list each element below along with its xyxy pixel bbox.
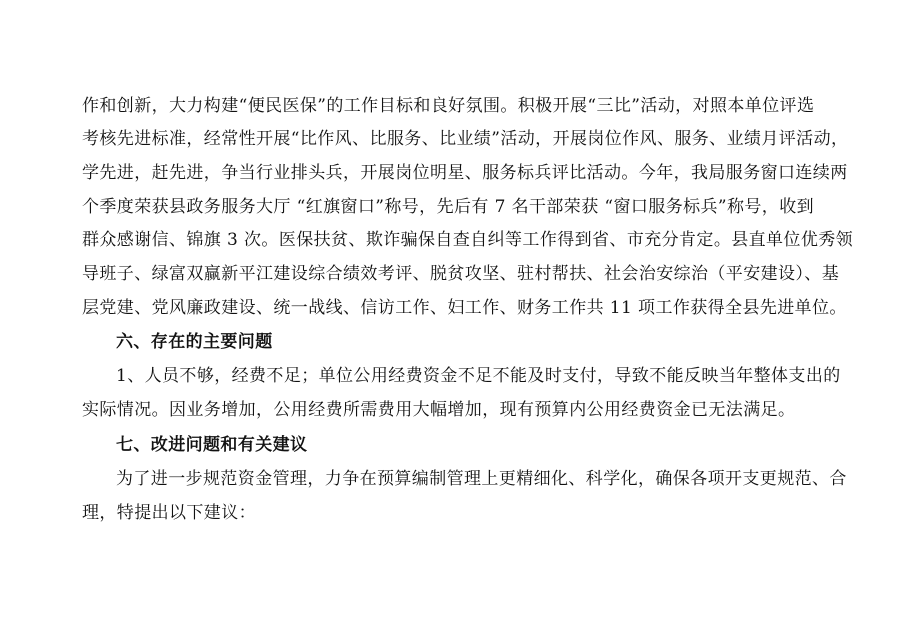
paragraph-line: 作和创新，大力构建“便民医保”的工作目标和良好氛围。积极开展“三比”活动，对照本单位评选 bbox=[82, 96, 815, 116]
section-heading: 六、存在的主要问题 bbox=[116, 332, 273, 352]
paragraph-line: 理，特提出以下建议： bbox=[82, 503, 256, 523]
paragraph-line: 为了进一步规范资金管理，力争在预算编制管理上更精细化、科学化，确保各项开支更规范、合 bbox=[116, 469, 847, 489]
paragraph-line: 实际情况。因业务增加，公用经费所需费用大幅增加，现有预算内公用经费资金已无法满足。 bbox=[82, 400, 796, 420]
paragraph-line: 考核先进标准，经常性开展“比作风、比服务、比业绩”活动，开展岗位作风、服务、业绩月评活动， bbox=[82, 129, 849, 149]
paragraph-line: 层党建、党风廉政建设、统一战线、信访工作、妇工作、财务工作共 11 项工作获得全县先进单位。 bbox=[82, 298, 847, 318]
paragraph-line: 群众感谢信、锦旗 3 次。医保扶贫、欺诈骗保自查自纠等工作得到省、市充分肯定。县直单位优秀领 bbox=[82, 230, 854, 250]
paragraph-line: 导班子、绿富双赢新平江建设综合绩效考评、脱贫攻坚、驻村帮扶、社会治安综治（平安建设）、基 bbox=[82, 264, 840, 284]
paragraph-line: 学先进，赶先进，争当行业排头兵，开展岗位明星、服务标兵评比活动。今年，我局服务窗口连续两 bbox=[82, 163, 848, 183]
section-heading: 七、改进问题和有关建议 bbox=[116, 435, 308, 455]
paragraph-line: 个季度荣获县政务服务大厅 “红旗窗口”称号，先后有 7 名干部荣获 “窗口服务标兵”称号，收到 bbox=[82, 197, 814, 217]
paragraph-line: 1、人员不够，经费不足；单位公用经费资金不足不能及时支付，导致不能反映当年整体支出的 bbox=[116, 366, 841, 386]
